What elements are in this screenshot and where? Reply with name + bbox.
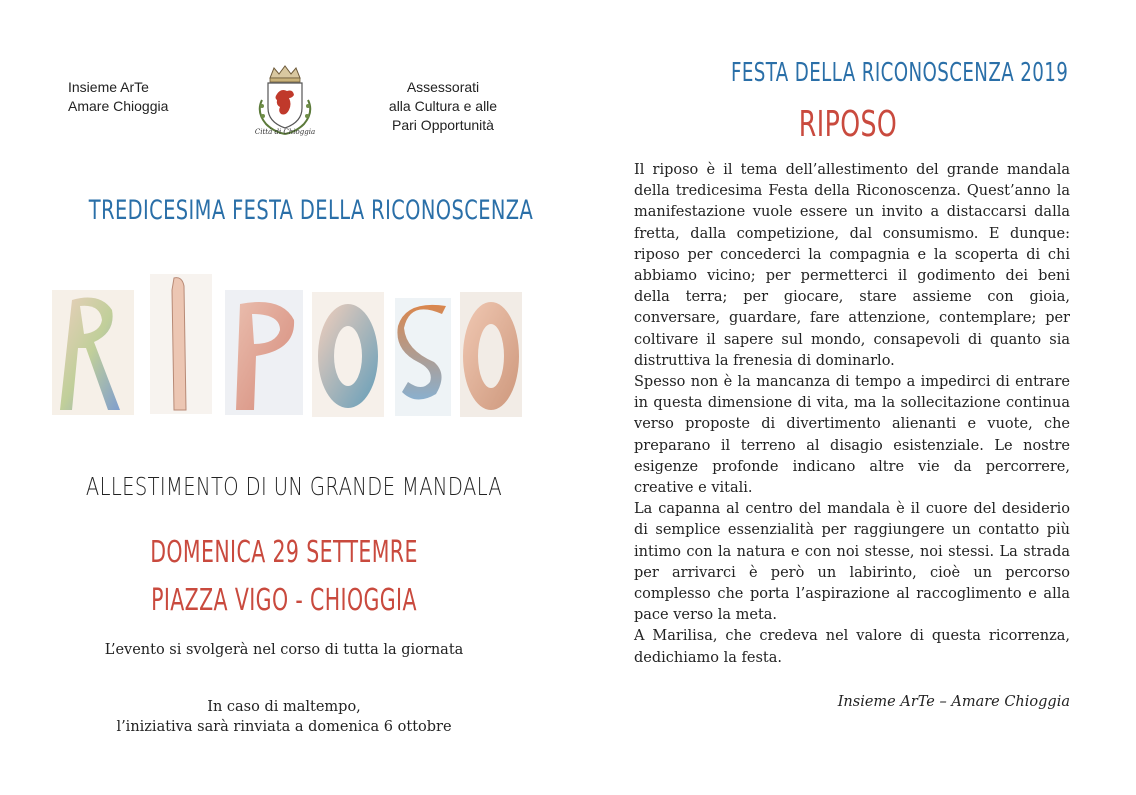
organizer-left [68, 78, 168, 116]
organizer-left-line-2: Amare Chioggia [68, 98, 169, 114]
organizer-left-line-1: Insieme ArTe [68, 79, 149, 95]
organizer-right-line-3: Pari Opportunità [392, 117, 494, 133]
right-page-title: FESTA DELLA RICONOSCENZA 2019 [731, 58, 1069, 88]
paragraph: Il riposo è il tema dell’allestimento del grande mandala della tredicesima Festa della Riconoscenza. Quest’anno la manifestazione vuole essere un invito a distaccarsi dalla fretta, dalla competizione, dal consumismo. E dunque: riposo per concederci la compagnia e la scoperta di chi abbiamo vicino; per permetterci il godimento dei beni della terra; per giocare, stare assieme con gioia, conversare, guardare, fare attenzione, contemplare; per coltivare il sapere sul mondo, consapevoli di quanto sia distruttiva la frenesia di dominarlo. [634, 162, 1070, 369]
paragraph: Spesso non è la mancanza di tempo a impedirci di entrare in questa dimensione di vita, ma la sollecitazione continua verso proposte di divertimento alienanti e vuote, che preparano il terreno al disagio esistenziale. Le nostre esigenze profonde indicano altre vie da percorrere, creative e vitali. [634, 374, 1070, 497]
right-title-container [698, 58, 1069, 94]
event-date: DOMENICA 29 SETTEMRE [150, 535, 418, 570]
paragraph: A Marilisa, che credeva nel valore di questa ricorrenza, dedichiamo la festa. [634, 628, 1070, 666]
right-page-heading: RIPOSO [798, 104, 898, 145]
organizer-right-line-1: Assessorati [406, 79, 480, 95]
right-page [568, 0, 1136, 795]
paragraph: La capanna al centro del mandala è il cuore del desiderio di semplice essenzialità per raggiungere un contatto più intimo con la natura e con noi stesse, noi stessi. La strada per arrivarci è però un labirinto, cioè un percorso complesso che porta l’aspirazione al raccoglimento e alla pace verso la meta. [634, 501, 1070, 624]
weather-line-2: l’iniziativa sarà rinviata a domenica 6 ottobre [116, 719, 452, 735]
weather-line-1: In caso di maltempo, [207, 699, 361, 715]
weather-notice [40, 697, 528, 737]
signature: Insieme ArTe – Amare Chioggia [837, 694, 1070, 710]
event-subtitle: ALLESTIMENTO DI UN GRANDE MANDALA [85, 472, 503, 501]
organizer-right-line-2: alla Cultura e alle [388, 98, 498, 114]
riposo-artwork-image [50, 270, 525, 420]
crest-caption: Città di Chioggia [254, 128, 316, 136]
organizer-right [378, 78, 508, 135]
body-text [634, 160, 1070, 669]
event-note: L’evento si svolgerà nel corso di tutta la giornata [104, 642, 464, 658]
event-title: TREDICESIMA FESTA DELLA RICONOSCENZA [88, 195, 534, 226]
event-place: PIAZZA VIGO - CHIOGGIA [151, 583, 417, 618]
right-heading-container [698, 104, 998, 152]
